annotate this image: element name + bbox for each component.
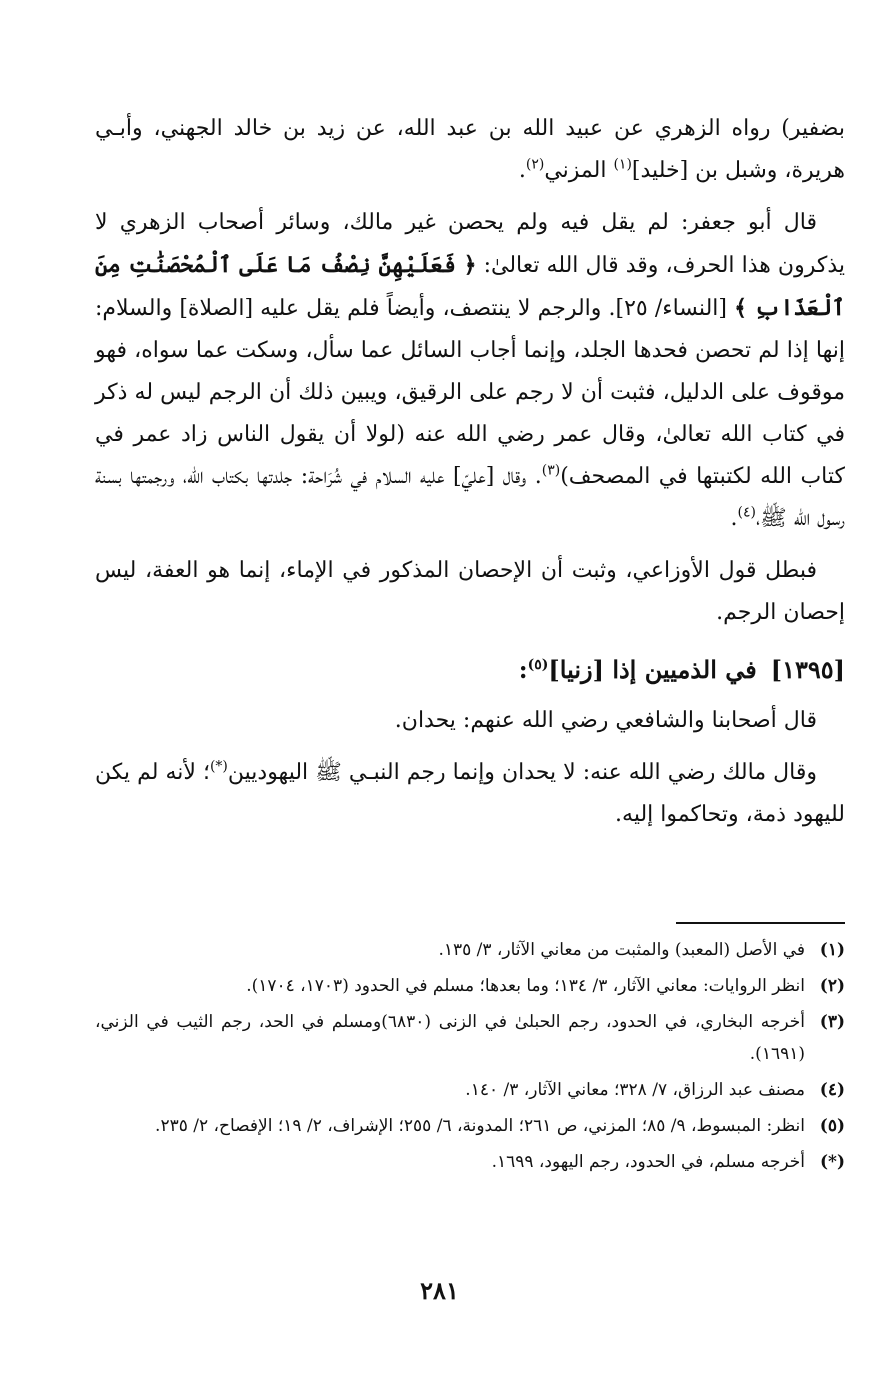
footnote-1 [95,934,845,966]
page-number: ٢٨١ [420,1276,459,1305]
section-title: في الذميين إذا [زنيا] [548,655,757,684]
p1-text-a: بضفير) رواه الزهري عن عبيد الله بن عبد الله، عن زيد بن خالد الجهني، وأبـي هريرة، وشبل بن [خليد] [95,116,845,183]
p1-text-b: المزني [544,158,614,183]
footnote-ref-1[interactable]: (١) [613,156,632,173]
paragraph-5 [95,752,845,836]
paragraph-4: قال أصحابنا والشافعي رضي الله عنهم: يحدان. [394,708,817,733]
footnote-mark: (*) [820,1152,845,1172]
footnote-mark: (٣) [819,1012,845,1032]
footnote-5 [95,1110,845,1142]
footnote-ref-2[interactable]: (٢) [525,156,545,173]
footnote-text: مصنف عبد الرزاق، ٧/ ٣٢٨؛ معاني الآثار، ٣/ ١٤٠. [465,1080,805,1100]
footnote-ref-4[interactable]: (٤) [737,504,756,521]
p1-text-c: . [518,158,526,183]
footnote-4 [95,1074,845,1106]
footnote-mark: (١) [819,940,845,960]
footnote-3 [95,1006,845,1070]
footnote-star [95,1146,845,1178]
footnote-text: أخرجه البخاري، في الحدود، رجم الحبلىٰ في الزنى (٦٨٣٠)ومسلم في الحد، رجم الثيب في الزني، (١٦٩١). [95,1012,806,1064]
footnote-text: في الأصل (المعبد) والمثبت من معاني الآثار، ٣/ ١٣٥. [438,940,805,960]
footnote-text: انظر الروايات: معاني الآثار، ٣/ ١٣٤؛ وما بعدها؛ مسلم في الحدود (١٧٠٣، ١٧٠٤). [246,976,805,996]
paragraph-3: فبطل قول الأوزاعي، وثبت أن الإحصان المذكور في الإماء، إنما هو العفة، ليس إحصان الرجم. [95,558,845,625]
quran-verse: ﴿ فَعَلَيْهِنَّ نِصْفُ مَا عَلَى ٱلْمُحْصَنَٰتِ مِنَ ٱلْعَذَابِ ﴾ [95,252,845,321]
footnote-ref-star[interactable]: (*) [209,758,228,775]
section-heading [95,648,845,692]
p2-text-d: . [730,506,738,531]
p2-text-c: . وقال [عليّ] عليه السلام في شُرَاحة: جلدتها بكتاب الله، ورجمتها بسنة رسول الله ﷺ، [95,464,845,531]
paragraph-2 [95,202,845,540]
footnote-2 [95,970,845,1002]
footnote-mark: (٤) [819,1080,845,1100]
p5-text-a: وقال مالك رضي الله عنه: لا يحدان وإنما رجم النبـي ﷺ اليهوديين [227,760,817,785]
footnote-text: أخرجه مسلم، في الحدود، رجم اليهود، ١٦٩٩. [491,1152,805,1172]
paragraph-1 [95,108,845,192]
footnote-text: انظر: المبسوط، ٩/ ٨٥؛ المزني، ص ٢٦١؛ المدونة، ٦/ ٢٥٥؛ الإشراف، ٢/ ١٩؛ الإفصاح، ٢/ ٢٣٥. [155,1116,805,1136]
p5-text-b: ؛ لأنه لم يكن لليهود ذمة، وتحاكموا إليه. [95,760,845,827]
section-number: [١٣٩٥] [770,655,845,684]
footnote-divider [676,922,845,924]
p2-text-a: قال أبو جعفر: لم يقل فيه ولم يحصن غير مالك، وسائر أصحاب الزهري لا يذكرون هذا الحرف، وقد قال الله تعالىٰ: [95,210,845,278]
main-text [95,108,845,846]
heading-colon: : [518,655,528,684]
footnote-mark: (٥) [819,1116,845,1136]
footnote-mark: (٢) [819,976,845,996]
footnote-ref-3[interactable]: (٣) [541,462,561,479]
footnote-ref-5[interactable]: (٥) [527,657,549,673]
footnotes [95,934,845,1182]
p2-text-b: [النساء/ ٢٥]. والرجم لا ينتصف، وأيضاً فلم يقل عليه [الصلاة] والسلام: إنها إذا لم تحصن فحدها الجلد، وإنما أجاب السائل عما سأل، وسكت عما سواه، فهو موقوف على الدليل، فثبت أن لا رجم على الرقيق، ويبين ذلك أن الرجم ليس له ذكر في كتاب الله تعالىٰ، وقال عمر رضي الله عنه (لولا أن يقول الناس زاد عمر في كتاب الله لكتبتها في المصحف) [95,296,845,489]
